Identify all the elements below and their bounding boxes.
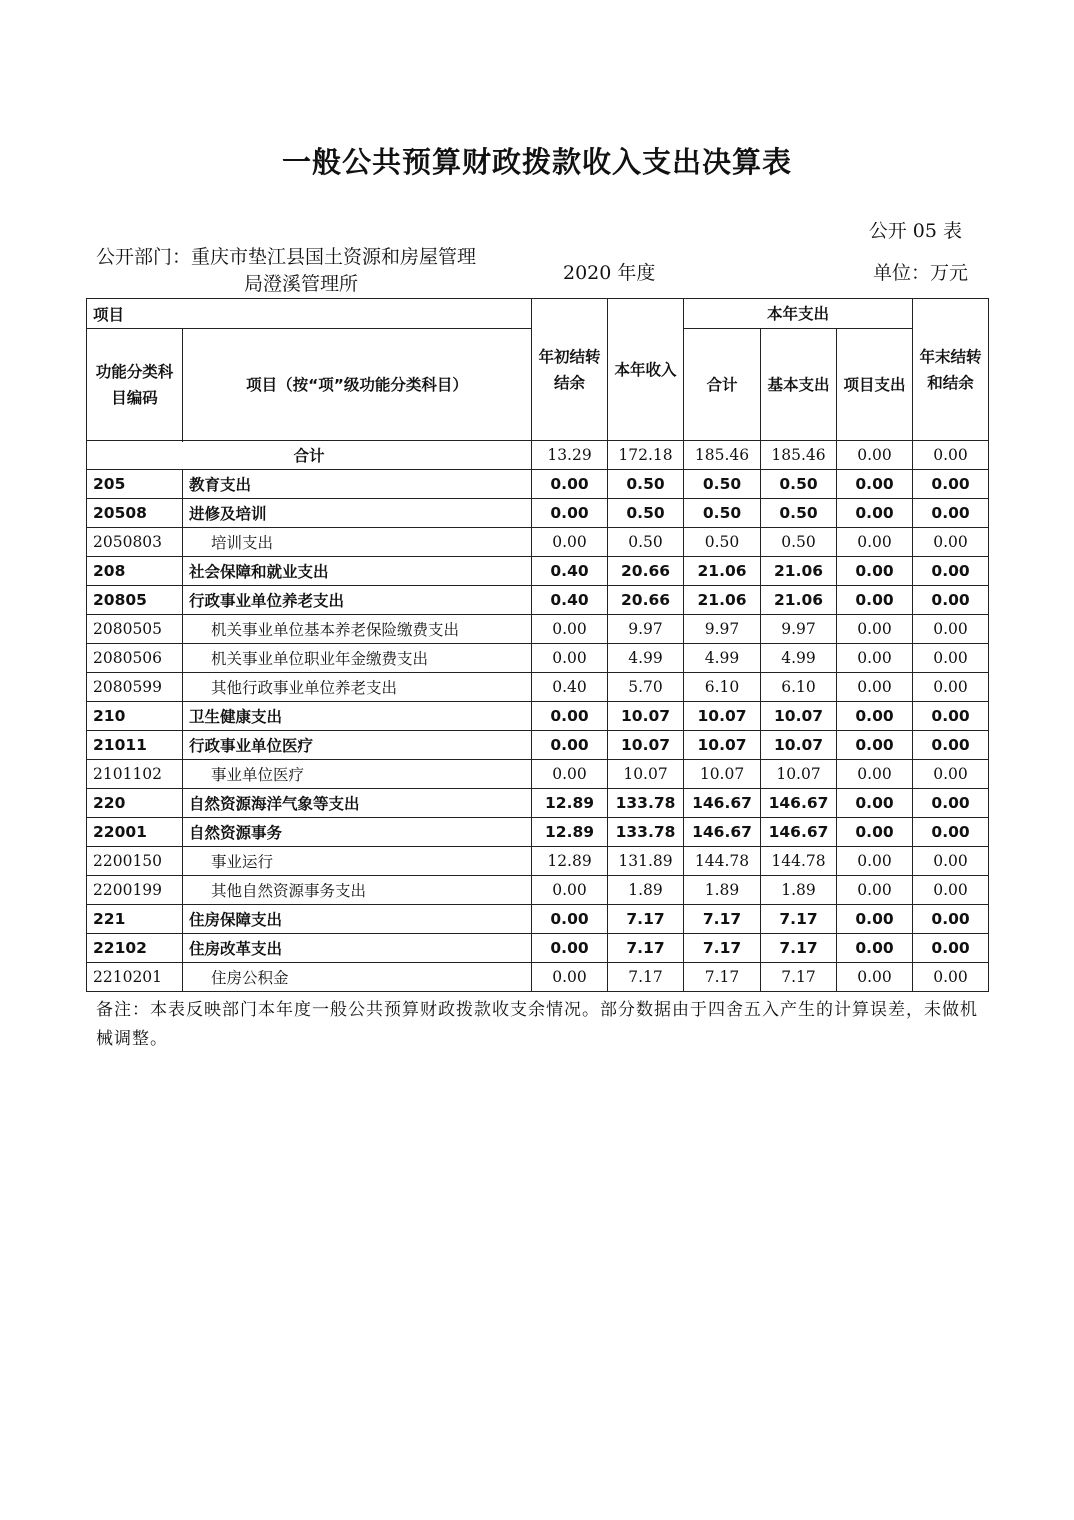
row-value: 0.00 — [913, 557, 989, 586]
row-value: 7.17 — [684, 934, 761, 963]
row-value: 21.06 — [761, 557, 837, 586]
row-value: 0.00 — [837, 470, 913, 499]
total-row — [87, 441, 989, 470]
fiscal-year: 2020 年度 — [563, 262, 656, 284]
table-row — [87, 644, 989, 673]
row-value: 4.99 — [684, 644, 761, 673]
row-value: 0.00 — [913, 702, 989, 731]
header-code: 功能分类科目编码 — [87, 329, 183, 441]
total-cell: 185.46 — [684, 441, 761, 470]
row-name: 住房保障支出 — [183, 905, 532, 934]
row-value: 0.00 — [913, 789, 989, 818]
row-name: 其他行政事业单位养老支出 — [183, 673, 532, 702]
total-cell: 172.18 — [608, 441, 684, 470]
row-value: 4.99 — [608, 644, 684, 673]
row-code: 2200150 — [87, 847, 183, 876]
row-value: 0.00 — [913, 586, 989, 615]
row-value: 0.00 — [837, 586, 913, 615]
row-value: 144.78 — [684, 847, 761, 876]
row-code: 20805 — [87, 586, 183, 615]
row-value: 12.89 — [532, 818, 608, 847]
row-code: 220 — [87, 789, 183, 818]
total-cell: 0.00 — [837, 441, 913, 470]
row-name: 自然资源事务 — [183, 818, 532, 847]
row-name: 教育支出 — [183, 470, 532, 499]
row-value: 0.00 — [837, 934, 913, 963]
row-value: 0.00 — [532, 731, 608, 760]
row-code: 21011 — [87, 731, 183, 760]
row-value: 9.97 — [684, 615, 761, 644]
row-value: 0.50 — [608, 528, 684, 557]
header-end-balance: 年末结转和结余 — [913, 299, 989, 441]
row-value: 0.00 — [532, 934, 608, 963]
row-value: 0.00 — [532, 528, 608, 557]
row-value: 0.00 — [913, 905, 989, 934]
row-code: 2200199 — [87, 876, 183, 905]
row-value: 0.50 — [761, 499, 837, 528]
header-basic: 基本支出 — [761, 329, 837, 441]
table-row — [87, 673, 989, 702]
row-value: 0.00 — [913, 731, 989, 760]
row-code: 2210201 — [87, 963, 183, 992]
header-begin-balance: 年初结转结余 — [532, 299, 608, 441]
table-row — [87, 702, 989, 731]
row-value: 146.67 — [684, 818, 761, 847]
table-row — [87, 847, 989, 876]
row-value: 0.00 — [837, 760, 913, 789]
row-value: 0.00 — [532, 702, 608, 731]
total-cell: 0.00 — [913, 441, 989, 470]
row-code: 22001 — [87, 818, 183, 847]
table-row — [87, 470, 989, 499]
row-value: 9.97 — [761, 615, 837, 644]
row-code: 208 — [87, 557, 183, 586]
row-name: 机关事业单位职业年金缴费支出 — [183, 644, 532, 673]
table-row — [87, 789, 989, 818]
header-income: 本年收入 — [608, 299, 684, 441]
row-value: 0.00 — [837, 847, 913, 876]
row-name: 卫生健康支出 — [183, 702, 532, 731]
row-name: 进修及培训 — [183, 499, 532, 528]
row-name: 住房公积金 — [183, 963, 532, 992]
row-value: 0.00 — [532, 470, 608, 499]
row-value: 7.17 — [761, 905, 837, 934]
row-value: 0.00 — [913, 876, 989, 905]
row-value: 133.78 — [608, 818, 684, 847]
row-value: 1.89 — [608, 876, 684, 905]
table-row — [87, 876, 989, 905]
header-project: 项目支出 — [837, 329, 913, 441]
page-title: 一般公共预算财政拨款收入支出决算表 — [281, 145, 792, 179]
row-name: 培训支出 — [183, 528, 532, 557]
row-value: 0.00 — [837, 557, 913, 586]
row-value: 0.50 — [761, 528, 837, 557]
footnote: 备注：本表反映部门本年度一般公共预算财政拨款收支余情况。部分数据由于四舍五入产生的计算误差，未做机械调整。 — [96, 1000, 978, 1049]
row-value: 146.67 — [684, 789, 761, 818]
header-item: 项目 — [87, 299, 532, 329]
header-total: 合计 — [684, 329, 761, 441]
row-value: 6.10 — [684, 673, 761, 702]
row-value: 10.07 — [761, 731, 837, 760]
form-number: 公开 05 表 — [868, 220, 962, 242]
row-value: 7.17 — [684, 963, 761, 992]
table-row — [87, 731, 989, 760]
row-name: 住房改革支出 — [183, 934, 532, 963]
row-value: 21.06 — [761, 586, 837, 615]
row-value: 10.07 — [684, 731, 761, 760]
row-value: 10.07 — [684, 760, 761, 789]
row-code: 205 — [87, 470, 183, 499]
row-value: 0.00 — [913, 934, 989, 963]
table-row — [87, 499, 989, 528]
row-value: 0.00 — [532, 499, 608, 528]
row-value: 10.07 — [608, 760, 684, 789]
row-value: 146.67 — [761, 818, 837, 847]
total-label: 合计 — [87, 441, 532, 470]
row-value: 0.00 — [913, 818, 989, 847]
table-row — [87, 615, 989, 644]
row-value: 10.07 — [684, 702, 761, 731]
department — [96, 244, 476, 298]
row-value: 0.50 — [608, 470, 684, 499]
row-value: 0.00 — [532, 876, 608, 905]
row-value: 10.07 — [608, 731, 684, 760]
row-value: 0.50 — [684, 528, 761, 557]
row-value: 12.89 — [532, 847, 608, 876]
table-row — [87, 818, 989, 847]
row-value: 0.00 — [837, 905, 913, 934]
row-name: 社会保障和就业支出 — [183, 557, 532, 586]
row-value: 0.00 — [837, 876, 913, 905]
table-row — [87, 905, 989, 934]
row-value: 146.67 — [761, 789, 837, 818]
row-value: 1.89 — [761, 876, 837, 905]
row-value: 0.00 — [837, 963, 913, 992]
department-line-2: 局澄溪管理所 — [244, 273, 359, 295]
table-row — [87, 963, 989, 992]
total-cell: 185.46 — [761, 441, 837, 470]
row-value: 7.17 — [608, 934, 684, 963]
row-value: 0.00 — [913, 673, 989, 702]
row-value: 131.89 — [608, 847, 684, 876]
row-value: 0.00 — [913, 528, 989, 557]
row-value: 0.50 — [608, 499, 684, 528]
row-value: 6.10 — [761, 673, 837, 702]
row-value: 0.00 — [837, 615, 913, 644]
row-name: 机关事业单位基本养老保险缴费支出 — [183, 615, 532, 644]
row-code: 2080506 — [87, 644, 183, 673]
row-value: 0.00 — [837, 731, 913, 760]
row-value: 144.78 — [761, 847, 837, 876]
row-value: 7.17 — [608, 905, 684, 934]
row-value: 10.07 — [761, 760, 837, 789]
row-value: 0.00 — [837, 644, 913, 673]
row-value: 0.00 — [532, 644, 608, 673]
row-value: 0.40 — [532, 673, 608, 702]
row-value: 7.17 — [761, 963, 837, 992]
table-row — [87, 557, 989, 586]
row-value: 0.00 — [837, 818, 913, 847]
table-row — [87, 528, 989, 557]
row-name: 其他自然资源事务支出 — [183, 876, 532, 905]
row-name: 行政事业单位养老支出 — [183, 586, 532, 615]
row-value: 10.07 — [608, 702, 684, 731]
row-value: 10.07 — [761, 702, 837, 731]
row-value: 0.50 — [684, 499, 761, 528]
row-value: 9.97 — [608, 615, 684, 644]
row-value: 20.66 — [608, 586, 684, 615]
table-row — [87, 934, 989, 963]
table-row — [87, 760, 989, 789]
row-code: 2101102 — [87, 760, 183, 789]
row-value: 0.00 — [532, 615, 608, 644]
row-value: 0.00 — [913, 499, 989, 528]
row-value: 0.00 — [837, 528, 913, 557]
row-value: 20.66 — [608, 557, 684, 586]
row-value: 21.06 — [684, 586, 761, 615]
row-value: 1.89 — [684, 876, 761, 905]
row-value: 0.00 — [913, 760, 989, 789]
row-value: 0.00 — [837, 499, 913, 528]
row-value: 133.78 — [608, 789, 684, 818]
row-name: 事业运行 — [183, 847, 532, 876]
row-value: 7.17 — [684, 905, 761, 934]
row-code: 20508 — [87, 499, 183, 528]
row-value: 0.00 — [913, 470, 989, 499]
row-value: 0.00 — [532, 963, 608, 992]
budget-table — [86, 298, 989, 992]
row-value: 0.00 — [837, 789, 913, 818]
row-value: 12.89 — [532, 789, 608, 818]
row-name: 自然资源海洋气象等支出 — [183, 789, 532, 818]
row-value: 21.06 — [684, 557, 761, 586]
header-expense-group: 本年支出 — [684, 299, 913, 329]
row-value: 0.50 — [684, 470, 761, 499]
row-value: 0.50 — [761, 470, 837, 499]
row-value: 7.17 — [608, 963, 684, 992]
row-code: 210 — [87, 702, 183, 731]
row-value: 0.00 — [913, 615, 989, 644]
row-value: 0.40 — [532, 557, 608, 586]
row-value: 0.00 — [837, 673, 913, 702]
row-value: 0.00 — [532, 905, 608, 934]
table-row — [87, 586, 989, 615]
department-line-1: 公开部门：重庆市垫江县国土资源和房屋管理 — [96, 246, 477, 268]
row-value: 4.99 — [761, 644, 837, 673]
row-code: 22102 — [87, 934, 183, 963]
row-value: 0.00 — [913, 963, 989, 992]
row-code: 221 — [87, 905, 183, 934]
row-value: 0.00 — [837, 702, 913, 731]
row-name: 事业单位医疗 — [183, 760, 532, 789]
row-value: 0.00 — [913, 847, 989, 876]
row-value: 0.00 — [913, 644, 989, 673]
row-value: 5.70 — [608, 673, 684, 702]
row-value: 0.40 — [532, 586, 608, 615]
row-value: 7.17 — [761, 934, 837, 963]
row-name: 行政事业单位医疗 — [183, 731, 532, 760]
currency-unit: 单位：万元 — [872, 262, 968, 284]
row-code: 2080599 — [87, 673, 183, 702]
row-code: 2080505 — [87, 615, 183, 644]
header-name: 项目（按“项”级功能分类科目） — [183, 329, 532, 441]
total-cell: 13.29 — [532, 441, 608, 470]
row-value: 0.00 — [532, 760, 608, 789]
row-code: 2050803 — [87, 528, 183, 557]
